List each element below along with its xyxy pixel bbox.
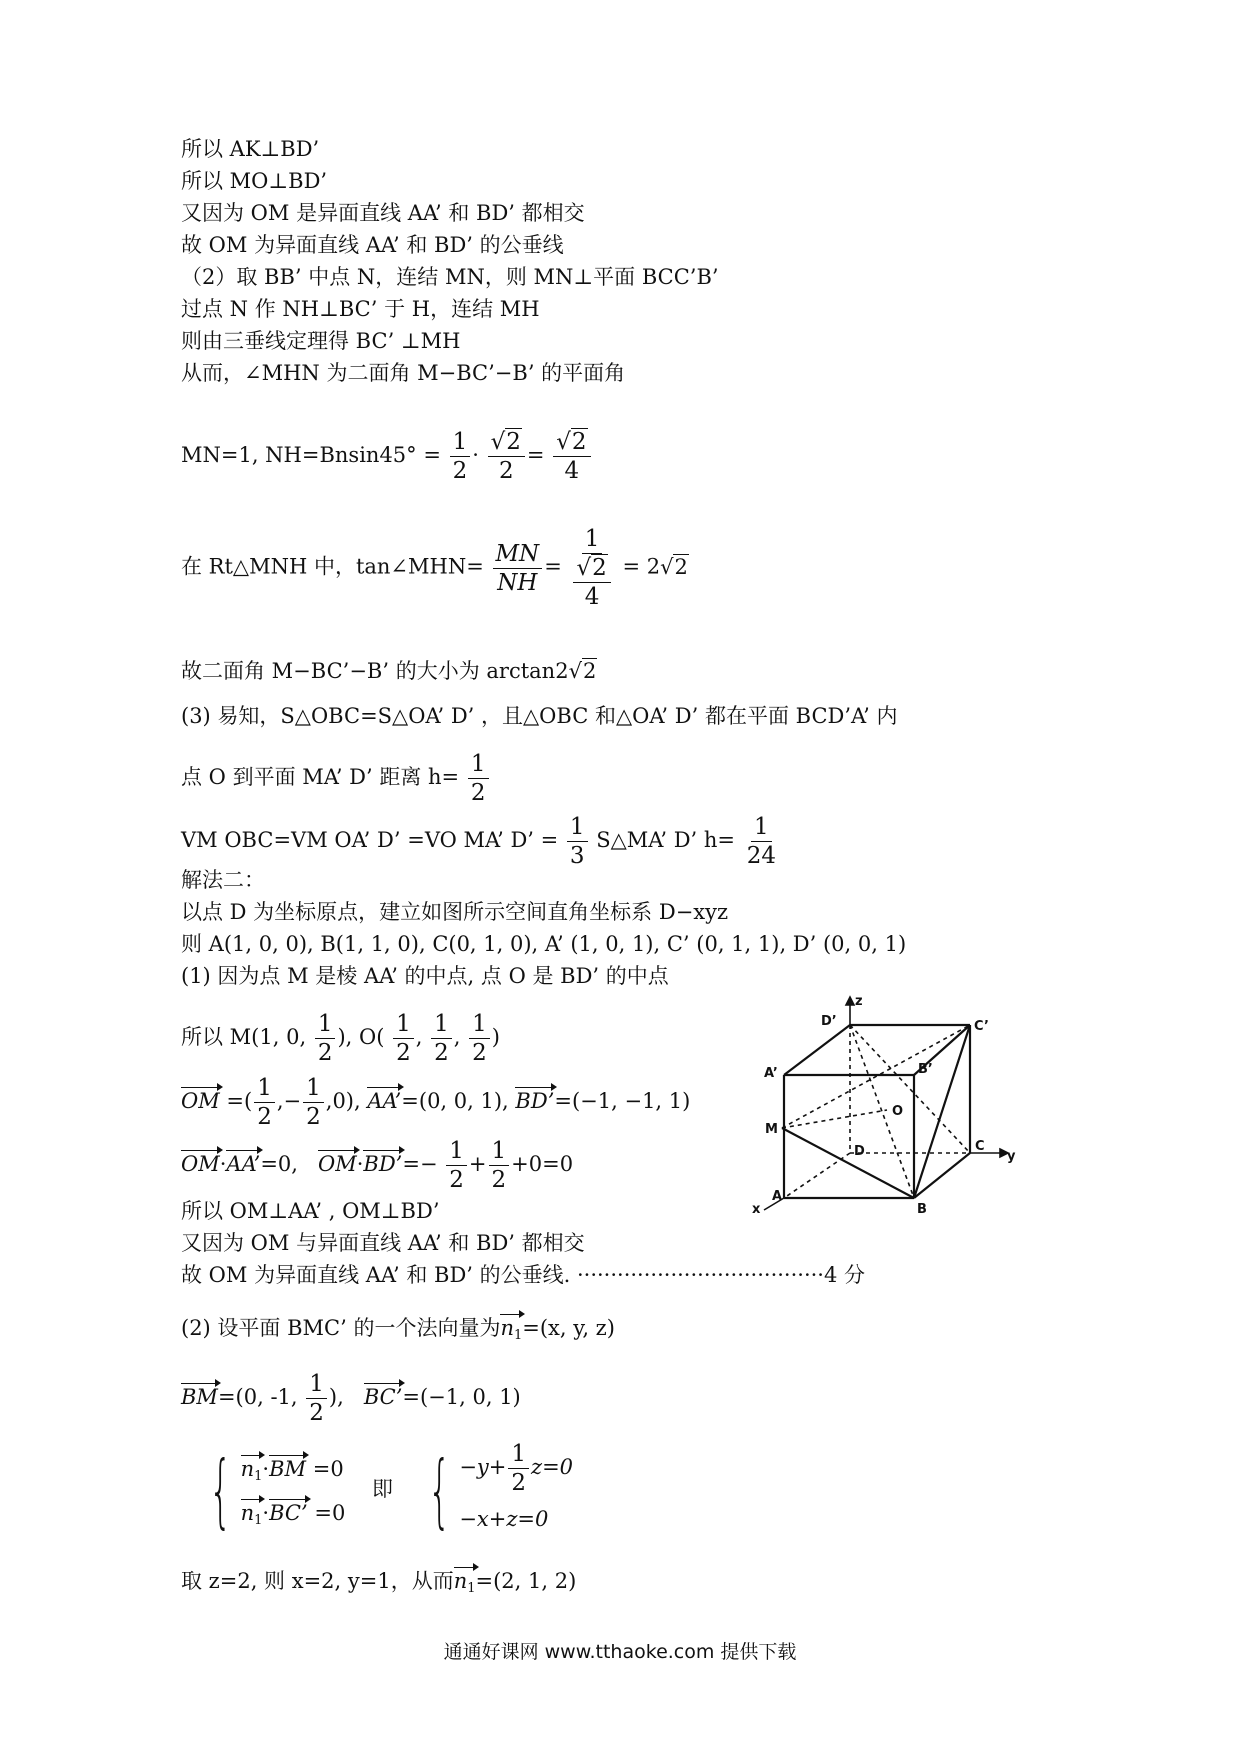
text-mid: ), O( <box>337 1025 385 1049</box>
text-prefix: 故二面角 M−BC’−B’ 的大小为 arctan2 <box>181 659 569 683</box>
text-line: 以点 D 为坐标原点，建立如图所示空间直角坐标系 D−xyz <box>181 900 729 924</box>
hidden-edge <box>850 1025 914 1198</box>
label-c-prime: C’ <box>974 1019 989 1034</box>
edge <box>784 1025 850 1075</box>
numerator: 1 <box>567 813 588 842</box>
numerator: 1 <box>431 1010 452 1039</box>
vector-label: OM <box>318 1152 357 1176</box>
numerator: 1 <box>468 750 489 779</box>
denominator: 24 <box>746 843 776 869</box>
denominator: NH <box>497 569 538 596</box>
text-prefix: (2) 设平面 BMC’ 的一个法向量为 <box>181 1316 501 1340</box>
hidden-edge <box>850 1025 970 1153</box>
text-line: 则 A(1, 0, 0), B(1, 1, 0), C(0, 1, 0), A’ (1, 0, 1), C’ (0, 1, 1), D’ (0, 0, 1) <box>181 932 907 956</box>
sqrt-value: 2 <box>582 659 597 683</box>
label-y: y <box>1007 1149 1016 1164</box>
brace-icon: { <box>427 1443 451 1537</box>
text-end: ,0) <box>325 1089 354 1113</box>
equation-text: −x+z=0 <box>459 1507 549 1531</box>
math-line-normal: (2) 设平面 BMC’ 的一个法向量为$n_1=(x$, y, z) <box>181 1314 615 1348</box>
text-prefix: 在 Rt△MNH 中，tan∠MHN= <box>181 554 484 579</box>
denominator: 2 <box>434 1040 449 1066</box>
text-mid: =0, <box>260 1152 298 1176</box>
sqrt-value: 2 <box>571 429 587 455</box>
page-footer: 通通好课网 www.tthaoke.com 提供下载 <box>443 1641 797 1663</box>
text-mid: 即 <box>372 1477 394 1501</box>
cube-figure <box>742 995 1022 1220</box>
math-line-system: { $n_1\cdot BM =0$ $n_1\cdot BC$’ =0 即 { −y+ $\frac{1}{2}$ z=0 −x+z=0 <box>208 1441 574 1537</box>
vector-label: BC’ <box>363 1385 403 1409</box>
text-line: (3) 易知，S△OBC=S△OA’ D’ ，且△OBC 和△OA’ D’ 都在平面 BCD’A’ 内 <box>181 704 898 728</box>
arrow-icon <box>846 997 854 1005</box>
numerator: 1 <box>303 1074 324 1103</box>
text-prefix: 取 z=2, 则 x=2, y=1，从而 <box>181 1569 454 1593</box>
text-end: =(2, 1, 2) <box>475 1569 577 1593</box>
math-line-m: 所以 M(1, 0, $\frac{1}{2}$ ), O( $\frac{1}{2}$ , $\frac{1}{2}$ , $\frac{1}{2}$ ) <box>181 1011 500 1066</box>
label-z: z <box>855 995 863 1009</box>
denominator: 2 <box>257 1104 272 1130</box>
sqrt-value: 2 <box>592 555 607 581</box>
sqrt-value: 2 <box>506 429 521 455</box>
equation-text: z=0 <box>531 1455 574 1479</box>
label-a: A <box>772 1189 783 1204</box>
denominator: 2 <box>452 458 468 484</box>
text-line: 解法二： <box>181 868 265 892</box>
denominator: 2 <box>306 1104 321 1130</box>
label-m: M <box>765 1122 778 1137</box>
sqrt-value: 2 <box>674 554 688 579</box>
label-x: x <box>752 1202 761 1217</box>
math-line-nh: MN=1, NH=Bnsin45° = $\frac{1}{2}$ · $\frac{√2}{2}$ = $\frac{√2}{4}$ <box>181 428 593 485</box>
math-line-volume <box>181 813 781 870</box>
label-o: O <box>892 1104 904 1119</box>
text-end: =(−1, −1, 1) <box>554 1089 691 1113</box>
label-c: C <box>975 1139 985 1154</box>
text-mid: =(0, 0, 1), <box>401 1089 509 1113</box>
denominator: 2 <box>472 1040 487 1066</box>
numerator: 1 <box>393 1010 414 1039</box>
denominator: 2 <box>511 1470 527 1496</box>
math-line-arctan: 故二面角 M−BC’−B’ 的大小为 arctan2√2 <box>181 659 597 683</box>
numerator: 1 <box>508 1440 529 1469</box>
numerator: 1 <box>450 428 471 457</box>
edge <box>782 1128 914 1198</box>
denominator: 2 <box>396 1040 411 1066</box>
text-line: （2）取 BB’ 中点 N，连结 MN，则 MN⊥平面 BCC’B’ <box>181 265 719 289</box>
vector-label: BC’ <box>269 1500 308 1525</box>
numerator: 1 <box>306 1370 327 1399</box>
denominator: 4 <box>564 458 580 484</box>
hidden-edge <box>784 1153 850 1198</box>
denominator: 4 <box>584 584 600 610</box>
text-end: =(−1, 0, 1) <box>402 1385 521 1409</box>
denominator: 2 <box>309 1400 324 1426</box>
denominator: 2 <box>498 458 514 484</box>
label-b: B <box>917 1202 927 1217</box>
text-end: =(x, y, z) <box>522 1316 615 1340</box>
denominator: 2 <box>470 780 486 806</box>
brace-icon: { <box>208 1443 232 1537</box>
denominator: 2 <box>317 1040 333 1066</box>
text-line: 则由三垂线定理得 BC’ ⊥MH <box>181 329 461 353</box>
math-line-bm: BM=(0, -1, $\frac{1}{2}$ ), BC’=(−1, 0, 1) <box>181 1371 521 1426</box>
vector-label: BD’ <box>363 1152 403 1176</box>
text-end: ) <box>491 1025 500 1049</box>
vector-label: n <box>240 1500 255 1525</box>
text-end: =0 <box>312 1456 344 1481</box>
math-line-final: 取 z=2, 则 x=2, y=1，从而$n_1=(2$, 1, 2) <box>181 1567 576 1601</box>
numerator: 1 <box>751 813 772 842</box>
math-line-tan: 在 Rt△MNH 中，tan∠MHN= $\frac{MN}{NH}$ = $\frac{1}{\frac{√2}{4}}$ = 2√2 <box>181 526 688 610</box>
text-line: 所以 AK⊥BD’ <box>181 137 320 161</box>
denominator: 3 <box>569 843 585 869</box>
vector-label: AA’ <box>226 1152 261 1176</box>
numerator: 1 <box>582 525 603 554</box>
vector-label: n <box>500 1316 514 1340</box>
vector-label: n <box>240 1456 255 1481</box>
text-prefix: MN=1, NH=Bnsin45° <box>181 443 417 467</box>
math-line-vectors: OM =( $\frac{1}{2}$ ,− $\frac{1}{2}$ ,0), AA’=(0, 0, 1), BD’=(−1, −1, 1) <box>181 1075 691 1130</box>
equation-text: −y+ <box>459 1455 507 1479</box>
text-line: 所以 MO⊥BD’ <box>181 169 328 193</box>
label-b-prime: B’ <box>918 1062 933 1077</box>
label-a-prime: A’ <box>764 1066 778 1081</box>
numerator: 1 <box>469 1010 490 1039</box>
vector-label: AA’ <box>367 1089 402 1113</box>
vector-label: OM <box>181 1089 220 1113</box>
numerator: 1 <box>254 1074 275 1103</box>
denominator: 2 <box>491 1167 507 1193</box>
vector-label: OM <box>181 1152 220 1176</box>
text-end: +0=0 <box>511 1152 574 1176</box>
text-prefix: VM OBC=VM OA’ D’ =VO MA’ D’ = <box>181 828 559 852</box>
vector-label: BD’ <box>515 1089 555 1113</box>
vector-label: BM <box>181 1385 218 1409</box>
numerator: MN <box>493 540 543 569</box>
text-line: 又因为 OM 是异面直线 AA’ 和 BD’ 都相交 <box>181 201 585 225</box>
result-text: = 2 <box>622 554 661 579</box>
text-mid: =( <box>226 1089 253 1113</box>
text-mid: =− <box>402 1152 438 1176</box>
text-line: 所以 OM⊥AA’ , OM⊥BD’ <box>181 1199 440 1223</box>
text-line: (1) 因为点 M 是棱 AA’ 的中点, 点 O 是 BD’ 的中点 <box>181 964 669 988</box>
label-d: D <box>854 1144 865 1159</box>
text-line: 从而，∠MHN 为二面角 M−BC’−B’ 的平面角 <box>181 361 626 385</box>
text-mid: =(0, -1, <box>217 1385 298 1409</box>
text-prefix: 所以 M(1, 0, <box>181 1025 307 1049</box>
math-line-h <box>181 750 491 807</box>
vector-label: n <box>453 1569 468 1593</box>
text-end: =0 <box>314 1500 346 1525</box>
text-mid: S△MA’ D’ h= <box>596 828 736 852</box>
numerator: 1 <box>489 1137 510 1166</box>
label-d-prime: D’ <box>821 1014 837 1029</box>
numerator: 1 <box>446 1137 467 1166</box>
denominator: 2 <box>449 1167 464 1193</box>
text-line: 又因为 OM 与异面直线 AA’ 和 BD’ 都相交 <box>181 1231 585 1255</box>
numerator: 1 <box>315 1010 336 1039</box>
math-line-dots: OM·AA’=0, OM·BD’=− $\frac{1}{2}$ + $\frac{1}{2}$ +0=0 <box>181 1138 574 1193</box>
text-line: 故 OM 为异面直线 AA’ 和 BD’ 的公垂线. ·····································4 分 <box>181 1263 866 1287</box>
vector-label: BM <box>269 1456 307 1481</box>
text-line: 故 OM 为异面直线 AA’ 和 BD’ 的公垂线 <box>181 233 564 257</box>
text-prefix: 点 O 到平面 MA’ D’ 距离 h= <box>181 765 460 789</box>
text-line: 过点 N 作 NH⊥BC’ 于 H，连结 MH <box>181 297 540 321</box>
